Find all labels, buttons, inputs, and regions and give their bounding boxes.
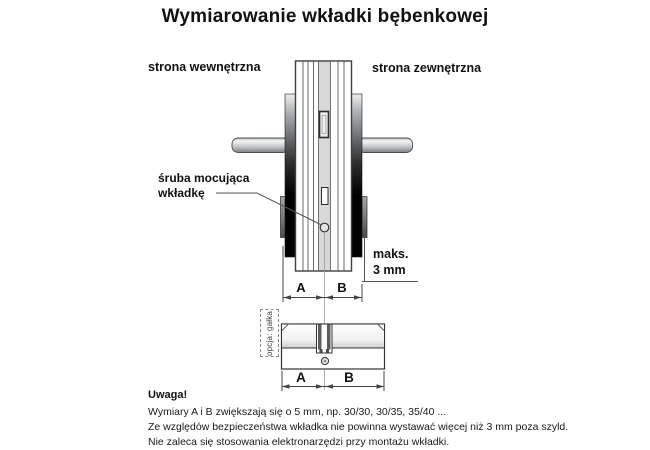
dimension-a-label-lower: A xyxy=(296,370,306,385)
knob-option-label: opcja: gałka xyxy=(265,310,275,356)
handle-spindle-left-icon xyxy=(232,138,289,153)
note-line: Nie zaleca się stosowania elektronarzędzi przy montażu wkładki. xyxy=(148,436,450,448)
note-line: Ze względów bezpieczeństwa wkładka nie powinna wystawać więcej niż 3 mm poza szyld. xyxy=(148,421,569,433)
page-title: Wymiarowanie wkładki bębenkowej xyxy=(161,6,489,27)
dimension-a-label-upper: A xyxy=(296,280,306,295)
cylinder-side-view xyxy=(282,324,385,369)
inner-side-label: strona wewnętrzna xyxy=(148,60,261,74)
inner-shield xyxy=(285,94,296,257)
mounting-screw-icon xyxy=(320,223,329,232)
mounting-screw-label-line2: wkładkę xyxy=(158,186,205,200)
note-line: Wymiary A i B zwiększają się o 5 mm, np. 30/30, 30/35, 35/40 ... xyxy=(148,406,447,418)
door-cross-section xyxy=(296,61,352,271)
mounting-screw-label-line1: śruba mocująca xyxy=(158,171,250,185)
max-protrusion-line2: 3 mm xyxy=(373,263,406,277)
max-protrusion-lines xyxy=(362,231,418,282)
dimension-b-label-upper: B xyxy=(337,280,347,295)
notes-heading: Uwaga! xyxy=(148,389,188,401)
fixing-slot xyxy=(322,188,329,205)
outer-shield xyxy=(352,94,363,257)
cam-notch xyxy=(317,324,333,353)
outer-side-label: strona zewnętrzna xyxy=(372,61,482,75)
handle-spindle-right-icon xyxy=(358,138,413,153)
dimension-b-label-lower: B xyxy=(344,370,354,385)
max-protrusion-line1: maks. xyxy=(373,247,409,261)
